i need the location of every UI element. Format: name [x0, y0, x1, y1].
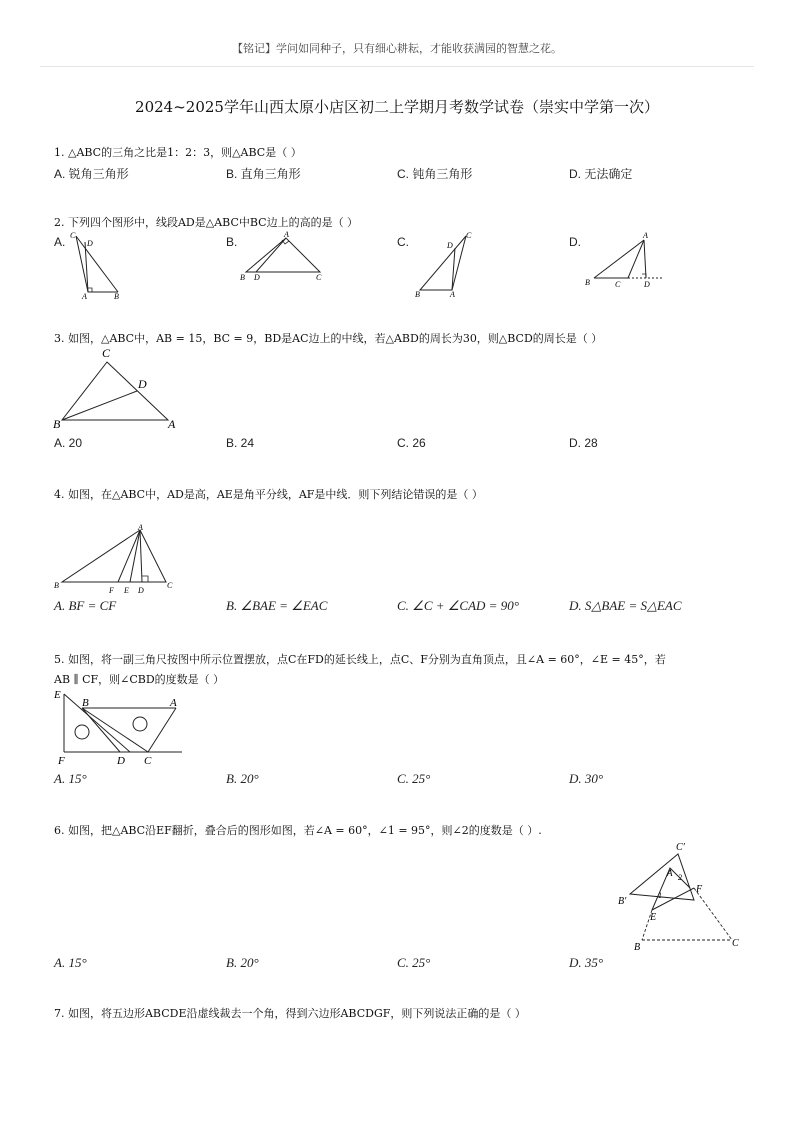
svg-text:A: A: [667, 868, 673, 878]
svg-text:1: 1: [658, 891, 662, 900]
svg-text:B: B: [54, 581, 59, 590]
q4-figure: [50, 520, 180, 598]
q2-option-a: A.: [54, 235, 66, 249]
q2-figure-b: [238, 228, 330, 286]
q6-option-a: A. 15°: [54, 955, 87, 970]
svg-text:D: D: [117, 755, 125, 767]
svg-text:A: A: [138, 523, 143, 532]
q2-figure-c: [410, 228, 478, 300]
svg-text:C: C: [102, 346, 111, 360]
q3-figure: [50, 342, 186, 434]
q5-option-c: C. 25°: [397, 771, 431, 786]
q2-option-d: D.: [569, 235, 581, 249]
q1-option-b: B. 直角三角形: [226, 167, 301, 181]
svg-text:C′: C′: [676, 842, 685, 853]
svg-text:D: D: [644, 280, 650, 289]
svg-text:B: B: [53, 417, 61, 431]
question-4-stem: 4. 如图，在△ABC中，AD是高，AE是角平分线，AF是中线．则下列结论错误的是（ ）: [54, 488, 483, 501]
q6-figure: [612, 836, 748, 956]
header-divider: [40, 66, 754, 67]
question-7-stem: 7. 如图，将五边形ABCDE沿虚线裁去一个角，得到六边形ABCDGF，则下列说法正确的是（ ）: [54, 1007, 526, 1020]
q3-option-d: D. 28: [569, 436, 598, 450]
svg-text:C: C: [732, 938, 739, 949]
svg-text:C: C: [466, 231, 472, 240]
q5-option-a: A. 15°: [54, 771, 87, 786]
svg-text:F: F: [58, 755, 65, 767]
svg-text:E: E: [124, 586, 129, 595]
q4-option-b: B. ∠BAE = ∠EAC: [226, 598, 328, 613]
question-6-stem: 6. 如图，把△ABC沿EF翻折，叠合后的图形如图，若∠A = 60°，∠1 = 95°，则∠2的度数是（ ）.: [54, 824, 542, 837]
svg-text:A: A: [643, 231, 648, 240]
q5-option-b: B. 20°: [226, 771, 259, 786]
svg-text:B: B: [114, 292, 119, 300]
svg-text:A: A: [284, 230, 289, 239]
q2-option-c: C.: [397, 235, 409, 249]
q6-option-b: B. 20°: [226, 955, 259, 970]
q1-option-d: D. 无法确定: [569, 167, 633, 181]
svg-text:C: C: [144, 755, 152, 767]
svg-text:D: D: [447, 241, 453, 250]
header-motto: 【铭记】学问如同种子，只有细心耕耘，才能收获满园的智慧之花。: [232, 42, 562, 55]
q5-option-d: D. 30°: [569, 771, 604, 786]
q2-option-b: B.: [226, 235, 238, 249]
svg-text:F: F: [109, 586, 114, 595]
svg-text:A: A: [170, 697, 177, 709]
svg-text:D: D: [254, 273, 260, 282]
q2-figure-d: [582, 228, 674, 294]
q3-option-a: A. 20: [54, 436, 83, 450]
svg-text:B: B: [240, 273, 245, 282]
svg-text:2: 2: [678, 873, 682, 882]
svg-text:C: C: [70, 231, 76, 240]
question-5-stem-line2: AB ∥ CF，则∠CBD的度数是（ ）: [54, 673, 225, 686]
q4-option-d: D. S△BAE = S△EAC: [569, 598, 682, 613]
q3-option-b: B. 24: [226, 436, 255, 450]
svg-text:B: B: [82, 697, 89, 709]
q4-option-a: A. BF = CF: [54, 598, 117, 613]
svg-text:B: B: [415, 290, 420, 299]
svg-text:A: A: [82, 292, 87, 300]
svg-text:D: D: [138, 377, 147, 391]
question-2-stem: 2. 下列四个图形中，线段AD是△ABC中BC边上的高的是（ ）: [54, 216, 359, 229]
q6-option-c: C. 25°: [397, 955, 431, 970]
svg-text:E: E: [54, 689, 61, 701]
svg-text:C: C: [316, 273, 322, 282]
svg-text:A: A: [168, 417, 176, 431]
svg-text:F: F: [696, 884, 703, 895]
question-3-stem: 3. 如图，△ABC中，AB = 15，BC = 9，BD是AC边上的中线，若△ABD的周长为30，则△BCD的周长是（ ）: [54, 332, 603, 345]
q4-option-c: C. ∠C + ∠CAD = 90°: [397, 598, 519, 613]
svg-text:B: B: [585, 278, 590, 287]
svg-text:B′: B′: [618, 896, 627, 907]
q6-option-d: D. 35°: [569, 955, 604, 970]
exam-title: 2024~2025学年山西太原小店区初二上学期月考数学试卷（崇实中学第一次）: [135, 98, 659, 116]
svg-text:E: E: [650, 912, 657, 923]
question-1-stem: 1. △ABC的三角之比是1：2：3，则△ABC是（ ）: [54, 146, 302, 159]
svg-text:C: C: [615, 280, 621, 289]
q3-option-c: C. 26: [397, 436, 426, 450]
question-5-stem: 5. 如图，将一副三角尺按图中所示位置摆放，点C在FD的延长线上，点C、F分别为直角顶点，且∠A = 60°，∠E = 45°，若: [54, 653, 666, 666]
q2-figure-a: [66, 228, 130, 300]
svg-text:B: B: [634, 942, 641, 953]
svg-text:C: C: [167, 581, 173, 590]
q5-figure: [50, 688, 190, 770]
q1-option-a: A. 锐角三角形: [54, 167, 129, 181]
q1-option-c: C. 钝角三角形: [397, 167, 473, 181]
svg-text:A: A: [450, 290, 455, 299]
svg-text:D: D: [138, 586, 144, 595]
svg-text:D: D: [87, 239, 93, 248]
